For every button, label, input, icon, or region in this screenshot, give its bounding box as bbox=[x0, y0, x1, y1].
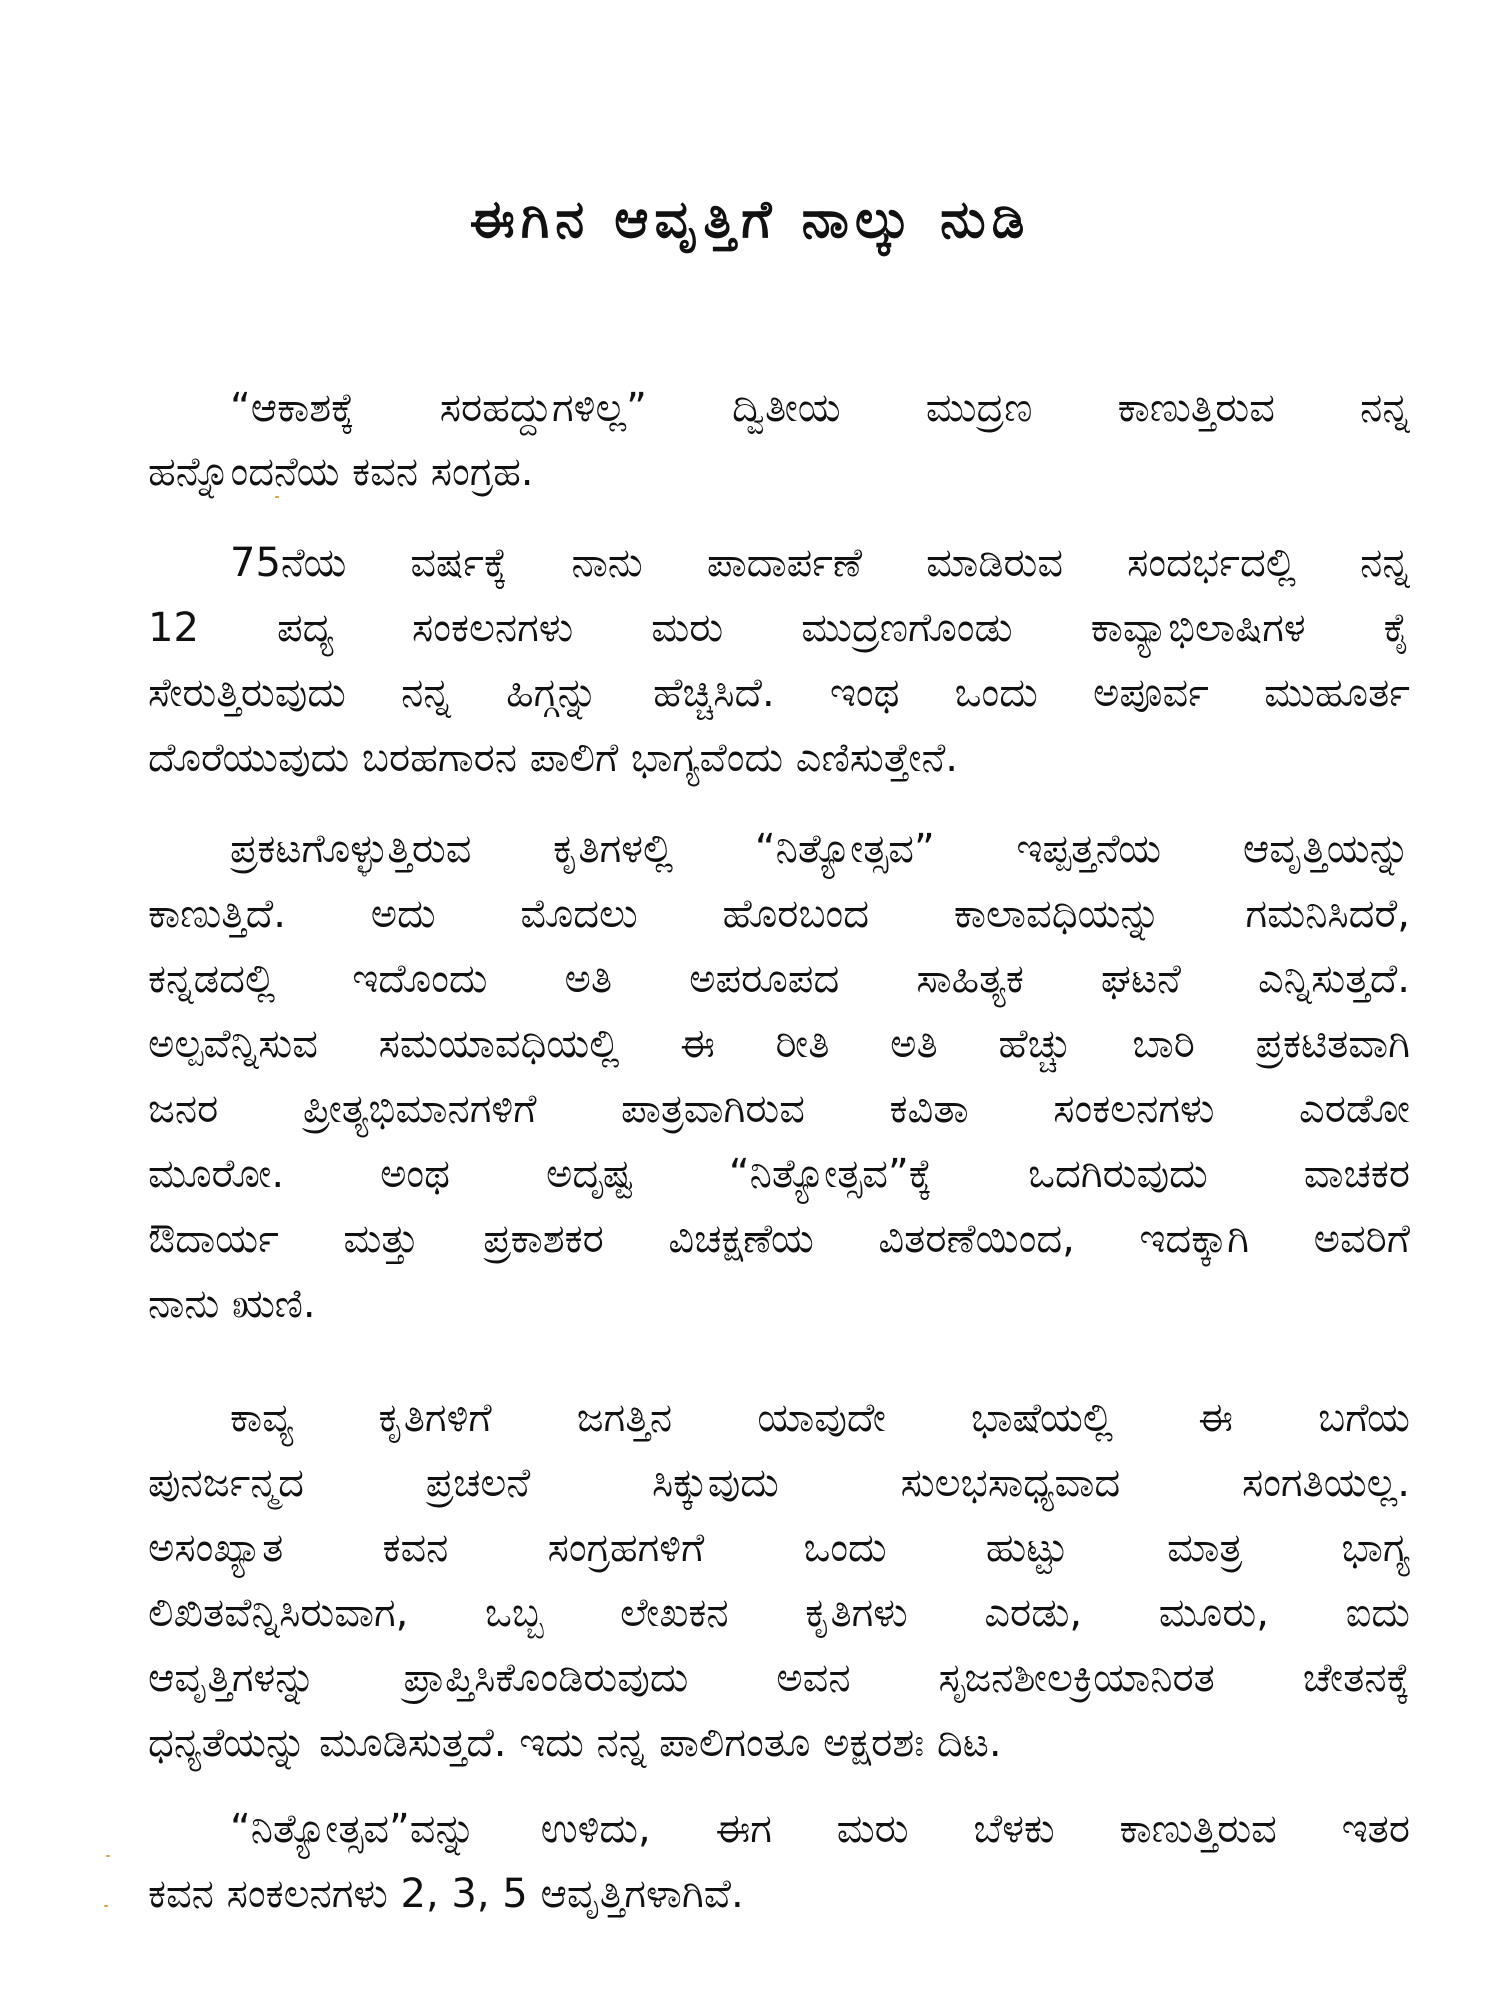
paragraph-3-line-2: ಕಾಣುತ್ತಿದೆ. ಅದು ಮೊದಲು ಹೊರಬಂದ ಕಾಲಾವಧಿಯನ್ನು ಗಮನಿಸಿದರೆ, bbox=[148, 891, 1410, 937]
paragraph-3-line-4: ಅಲ್ಪವೆನ್ನಿಸುವ ಸಮಯಾವಧಿಯಲ್ಲಿ ಈ ರೀತಿ ಅತಿ ಹೆಚ್ಚು ಬಾರಿ ಪ್ರಕಟಿತವಾಗಿ bbox=[148, 1021, 1410, 1067]
paragraph-2-line-2: 12 ಪದ್ಯ ಸಂಕಲನಗಳು ಮರು ಮುದ್ರಣಗೊಂಡು ಕಾವ್ಯಾಭಿಲಾಷಿಗಳ ಕೈ bbox=[148, 605, 1410, 651]
scan-speck bbox=[106, 1855, 110, 1857]
paragraph-5-line-1: “ನಿತ್ಯೋತ್ಸವ”ವನ್ನು ಉಳಿದು, ಈಗ ಮರು ಬೆಳಕು ಕಾಣುತ್ತಿರುವ ಇತರ bbox=[230, 1806, 1410, 1852]
paragraph-5-line-2: ಕವನ ಸಂಕಲನಗಳು 2, 3, 5 ಆವೃತ್ತಿಗಳಾಗಿವೆ. bbox=[148, 1871, 744, 1917]
paragraph-1-line-1: “ಆಕಾಶಕ್ಕೆ ಸರಹದ್ದುಗಳಿಲ್ಲ” ದ್ವಿತೀಯ ಮುದ್ರಣ ಕಾಣುತ್ತಿರುವ ನನ್ನ bbox=[230, 385, 1410, 431]
paragraph-3-line-3: ಕನ್ನಡದಲ್ಲಿ ಇದೊಂದು ಅತಿ ಅಪರೂಪದ ಸಾಹಿತ್ಯಕ ಘಟನೆ ಎನ್ನಿಸುತ್ತದೆ. bbox=[148, 956, 1410, 1002]
paragraph-3-line-1: ಪ್ರಕಟಗೊಳ್ಳುತ್ತಿರುವ ಕೃತಿಗಳಲ್ಲಿ “ನಿತ್ಯೋತ್ಸವ” ಇಪ್ಪತ್ತನೆಯ ಆವೃತ್ತಿಯನ್ನು bbox=[230, 826, 1410, 872]
paragraph-4-line-6: ಧನ್ಯತೆಯನ್ನು ಮೂಡಿಸುತ್ತದೆ. ಇದು ನನ್ನ ಪಾಲಿಗಂತೂ ಅಕ್ಷರಶಃ ದಿಟ. bbox=[148, 1720, 1002, 1766]
paragraph-3-line-6: ಮೂರೋ. ಅಂಥ ಅದೃಷ್ಟ “ನಿತ್ಯೋತ್ಸವ”ಕ್ಕೆ ಒದಗಿರುವುದು ವಾಚಕರ bbox=[148, 1151, 1410, 1197]
paragraph-4-line-5: ಆವೃತ್ತಿಗಳನ್ನು ಪ್ರಾಪ್ತಿಸಿಕೊಂಡಿರುವುದು ಅವನ ಸೃಜನಶೀಲಕ್ರಿಯಾನಿರತ ಚೇತನಕ್ಕೆ bbox=[148, 1655, 1410, 1701]
scan-speck bbox=[104, 1905, 108, 1907]
paragraph-3-line-8: ನಾನು ಋಣಿ. bbox=[148, 1281, 316, 1327]
paragraph-1-line-2: ಹನ್ನೊಂದನೆಯ ಕವನ ಸಂಗ್ರಹ. bbox=[148, 449, 534, 495]
page-title: ಈಗಿನ ಆವೃತ್ತಿಗೆ ನಾಲ್ಕು ನುಡಿ bbox=[469, 190, 1031, 250]
paragraph-4-line-1: ಕಾವ್ಯ ಕೃತಿಗಳಿಗೆ ಜಗತ್ತಿನ ಯಾವುದೇ ಭಾಷೆಯಲ್ಲಿ ಈ ಬಗೆಯ bbox=[230, 1395, 1410, 1441]
paragraph-2-line-3: ಸೇರುತ್ತಿರುವುದು ನನ್ನ ಹಿಗ್ಗನ್ನು ಹೆಚ್ಚಿಸಿದೆ. ಇಂಥ ಒಂದು ಅಪೂರ್ವ ಮುಹೂರ್ತ bbox=[148, 670, 1410, 716]
paragraph-2-line-4: ದೊರೆಯುವುದು ಬರಹಗಾರನ ಪಾಲಿಗೆ ಭಾಗ್ಯವೆಂದು ಎಣಿಸುತ್ತೇನೆ. bbox=[148, 735, 959, 781]
paragraph-4-line-4: ಲಿಖಿತವೆನ್ನಿಸಿರುವಾಗ, ಒಬ್ಬ ಲೇಖಕನ ಕೃತಿಗಳು ಎರಡು, ಮೂರು, ಐದು bbox=[148, 1590, 1410, 1636]
paragraph-3-line-7: ಔದಾರ್ಯ ಮತ್ತು ಪ್ರಕಾಶಕರ ವಿಚಕ್ಷಣೆಯ ವಿತರಣೆಯಿಂದ, ಇದಕ್ಕಾಗಿ ಅವರಿಗೆ bbox=[148, 1216, 1410, 1262]
scan-speck bbox=[275, 496, 279, 498]
paragraph-2-line-1: 75ನೆಯ ವರ್ಷಕ್ಕೆ ನಾನು ಪಾದಾರ್ಪಣೆ ಮಾಡಿರುವ ಸಂದರ್ಭದಲ್ಲಿ ನನ್ನ bbox=[230, 540, 1410, 586]
paragraph-3-line-5: ಜನರ ಪ್ರೀತ್ಯಭಿಮಾನಗಳಿಗೆ ಪಾತ್ರವಾಗಿರುವ ಕವಿತಾ ಸಂಕಲನಗಳು ಎರಡೋ bbox=[148, 1086, 1410, 1132]
paragraph-4-line-3: ಅಸಂಖ್ಯಾತ ಕವನ ಸಂಗ್ರಹಗಳಿಗೆ ಒಂದು ಹುಟ್ಟು ಮಾತ್ರ ಭಾಗ್ಯ bbox=[148, 1525, 1410, 1571]
paragraph-4-line-2: ಪುನರ್ಜನ್ಮದ ಪ್ರಚಲನೆ ಸಿಕ್ಕುವುದು ಸುಲಭಸಾಧ್ಯವಾದ ಸಂಗತಿಯಲ್ಲ. bbox=[148, 1460, 1410, 1506]
